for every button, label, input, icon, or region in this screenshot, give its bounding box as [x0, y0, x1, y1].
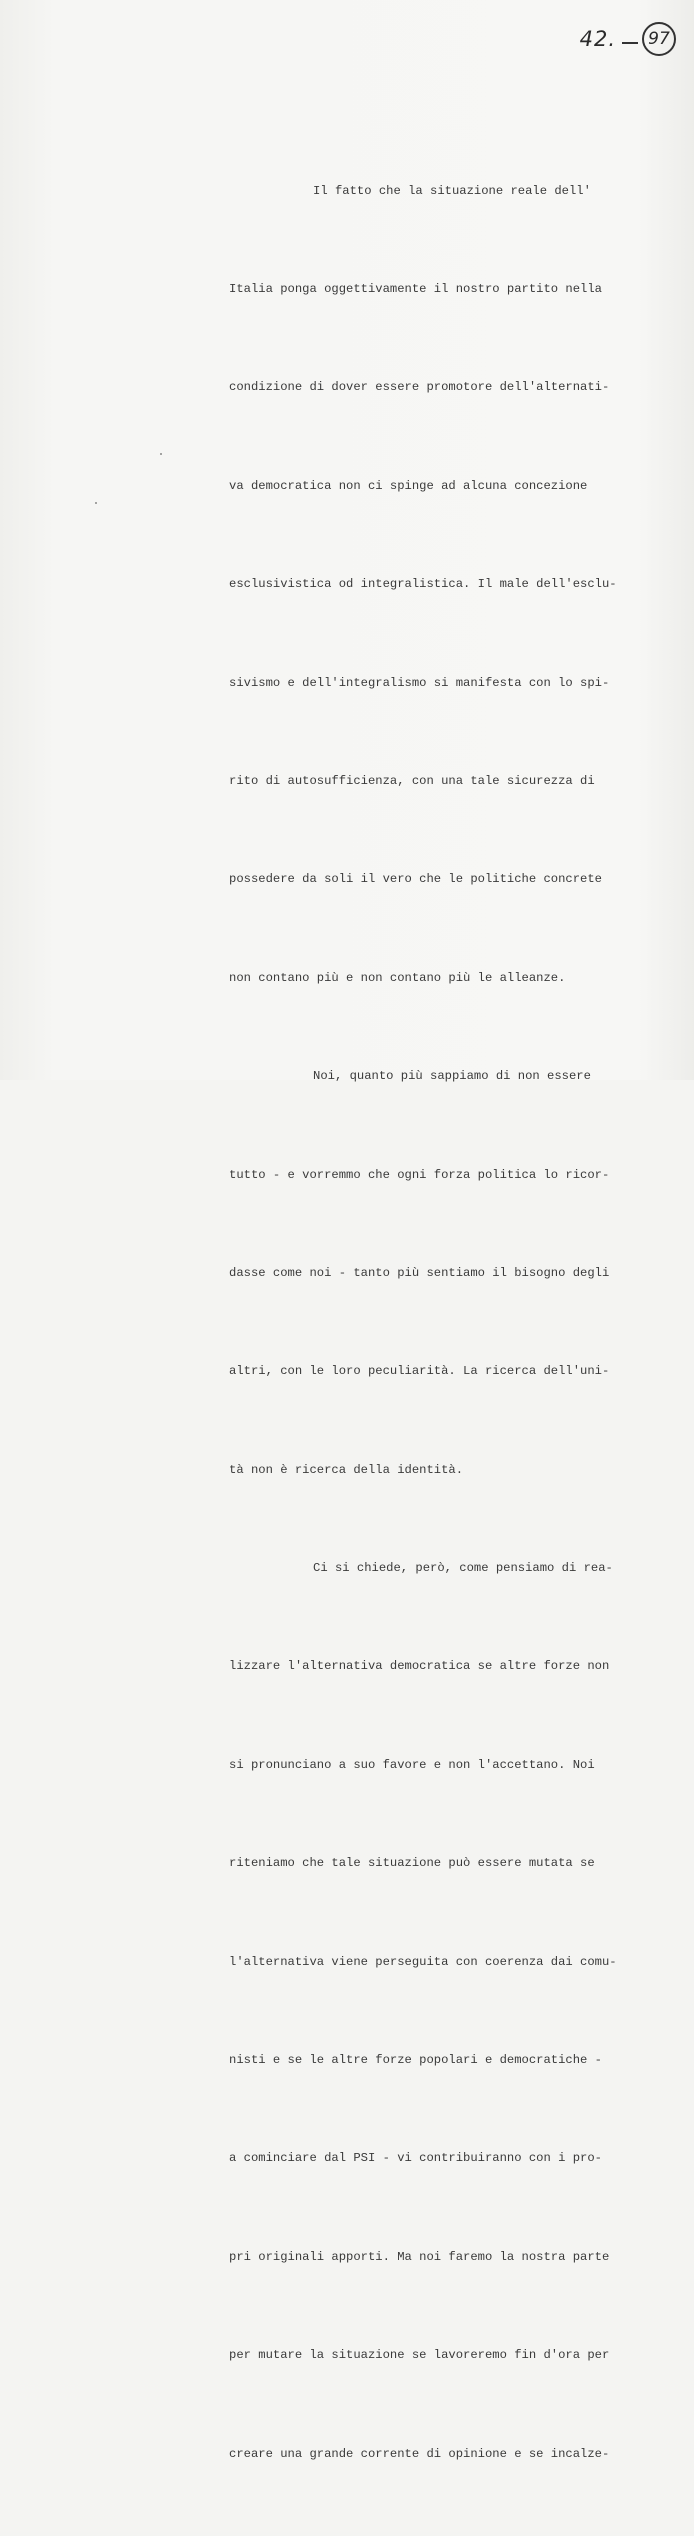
text-line: va democratica non ci spinge ad alcuna concezione — [229, 478, 588, 493]
scan-speck — [95, 502, 97, 504]
text-line: tutto - e vorremmo che ogni forza politica lo ricor- — [229, 1167, 610, 1182]
page-number: 42. — [579, 27, 616, 51]
page-header — [580, 22, 676, 56]
stamp-number: 97 — [648, 29, 670, 49]
text-line: a cominciare dal PSI - vi contribuiranno con i pro- — [229, 2151, 602, 2166]
text-line: Il fatto che la situazione reale dell' — [313, 183, 591, 198]
header-dash — [622, 42, 638, 44]
text-line: riteniamo che tale situazione può essere mutata se — [229, 1856, 595, 1871]
page-stamp — [642, 22, 676, 56]
text-line: non contano più e non contano più le alleanze. — [229, 970, 566, 985]
text-line: esclusivistica od integralistica. Il male dell'esclu- — [229, 577, 617, 592]
text-line: lizzare l'alternativa democratica se altre forze non — [229, 1659, 610, 1674]
text-line: possedere da soli il vero che le politiche concrete — [229, 872, 602, 887]
text-line: creare una grande corrente di opinione e se incalze- — [229, 2446, 610, 2461]
text-line: dasse come noi - tanto più sentiamo il bisogno degli — [229, 1265, 610, 1280]
text-line: Noi, quanto più sappiamo di non essere — [313, 1069, 591, 1084]
text-line: condizione di dover essere promotore dell'alternati- — [229, 380, 610, 395]
text-line: Italia ponga oggettivamente il nostro partito nella — [229, 281, 602, 296]
text-line: si pronunciano a suo favore e non l'accettano. Noi — [229, 1757, 595, 1772]
text-line: l'alternativa viene perseguita con coerenza dai comu- — [229, 1954, 617, 1969]
text-line: altri, con le loro peculiarità. La ricerca dell'uni- — [229, 1364, 610, 1379]
text-line: tà non è ricerca della identità. — [229, 1462, 464, 1477]
text-line: pri originali apporti. Ma noi faremo la nostra parte — [229, 2249, 610, 2264]
text-line: Ci si chiede, però, come pensiamo di rea- — [313, 1561, 613, 1576]
text-line: nisti e se le altre forze popolari e democratiche - — [229, 2053, 602, 2068]
text-line: rito di autosufficienza, con una tale sicurezza di — [229, 773, 595, 788]
scan-speck — [160, 453, 162, 455]
text-line: per mutare la situazione se lavoreremo fin d'ora per — [229, 2348, 610, 2363]
text-line: sivismo e dell'integralismo si manifesta con lo spi- — [229, 675, 610, 690]
body-text — [229, 109, 617, 2536]
